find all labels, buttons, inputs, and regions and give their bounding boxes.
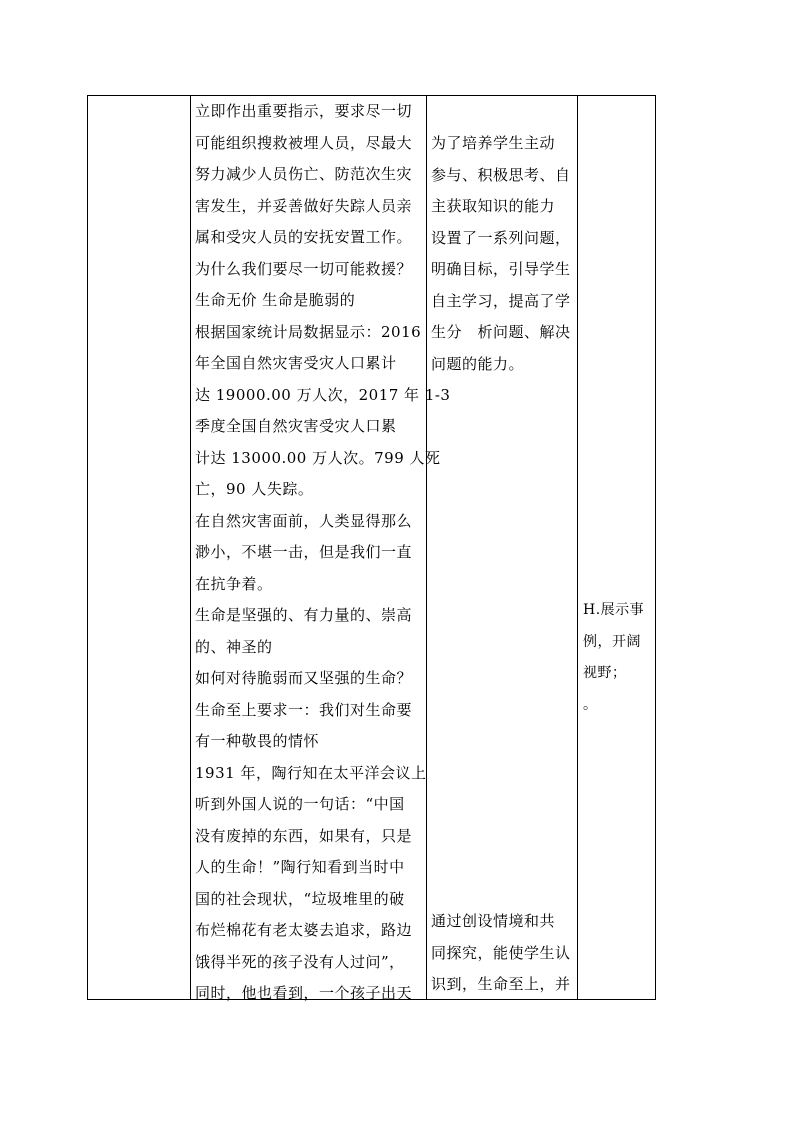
text-line: 立即作出重要指示，要求尽一切 [195,102,413,120]
text-line: 如何对待脆弱而又坚强的生命？ [195,669,413,687]
text-line: 同探究，能使学生认 [431,943,571,962]
design-intent-cell-top [431,128,571,380]
lesson-plan-table [87,95,656,1000]
note-cell [583,595,644,721]
text-line: 属和受灾人员的安抚安置工作。 [195,228,413,246]
column-divider-1 [190,96,191,999]
text-line: 生命至上要求一：我们对生命要 [195,700,413,719]
text-line: 问题的能力。 [431,354,525,373]
text-line: 设置了一系列问题， [431,228,571,247]
design-intent-cell-bottom [431,906,571,1001]
text-line: 达 19000.00 万人次，2017 年 1-3 [195,385,451,404]
text-line: 可能组织搜救被埋人员，尽最大 [195,133,413,152]
text-line: 通过创设情境和共 [431,912,556,930]
text-line: 根据国家统计局数据显示：2016 [195,322,422,341]
text-line: 人的生命！”陶行知看到当时中 [195,858,405,876]
text-line: 的、神圣的 [195,637,273,656]
text-line: 没有废掉的东西，如果有，只是 [195,826,413,845]
text-line: 季度全国自然灾害受灾人口累 [195,417,397,435]
text-line: 生命无价 生命是脆弱的 [195,291,356,309]
text-line: 有一种敬畏的情怀 [195,732,320,750]
text-line: 害发生，并妥善做好失踪人员亲 [195,196,413,215]
text-line: 努力减少人员伤亡、防范次生灾 [195,165,413,183]
text-line: 生分 析问题、解决 [431,323,571,341]
text-line: 在自然灾害面前，人类显得那么 [195,511,413,530]
text-line: 视野； [583,665,627,681]
text-line: 年全国自然灾害受灾人口累计 [195,354,397,372]
text-line: 国的社会现状，“垃圾堆里的破 [195,889,405,908]
text-line: 亡，90 人失踪。 [195,480,314,498]
text-line: 自主学习，提高了学 [431,291,571,310]
text-line: 饿得半死的孩子没有人过问”， [195,952,405,971]
text-line: 渺小，不堪一击，但是我们一直 [195,543,413,561]
text-line: 听到外国人说的一句话：“中国 [195,795,405,813]
text-line: H.展示事 [583,602,645,618]
text-line: 同时，他也看到，一个孩子出天 [195,984,413,1002]
text-line: 布烂棉花有老太婆去追求，路边 [195,921,413,939]
text-line: 主获取知识的能力 [431,197,556,215]
text-line: 明确目标，引导学生 [431,260,571,278]
text-line: 在抗争着。 [195,574,273,593]
text-line: 生命是坚强的、有力量的、崇高 [195,606,413,624]
text-line: 1931 年，陶行知在太平洋会议上 [195,763,427,782]
text-line: 为了培养学生主动 [431,134,556,152]
text-line: 识到，生命至上，并 [431,975,571,993]
column-divider-3 [577,96,578,999]
text-line: 参与、积极思考、自 [431,165,571,184]
text-line: 例，开阔 [583,633,641,650]
teaching-content-cell [195,96,450,1010]
text-line: 为什么我们要尽一切可能救援？ [195,259,413,278]
text-line: 计达 13000.00 万人次。799 人死 [195,448,441,467]
text-line: 。 [583,696,598,713]
